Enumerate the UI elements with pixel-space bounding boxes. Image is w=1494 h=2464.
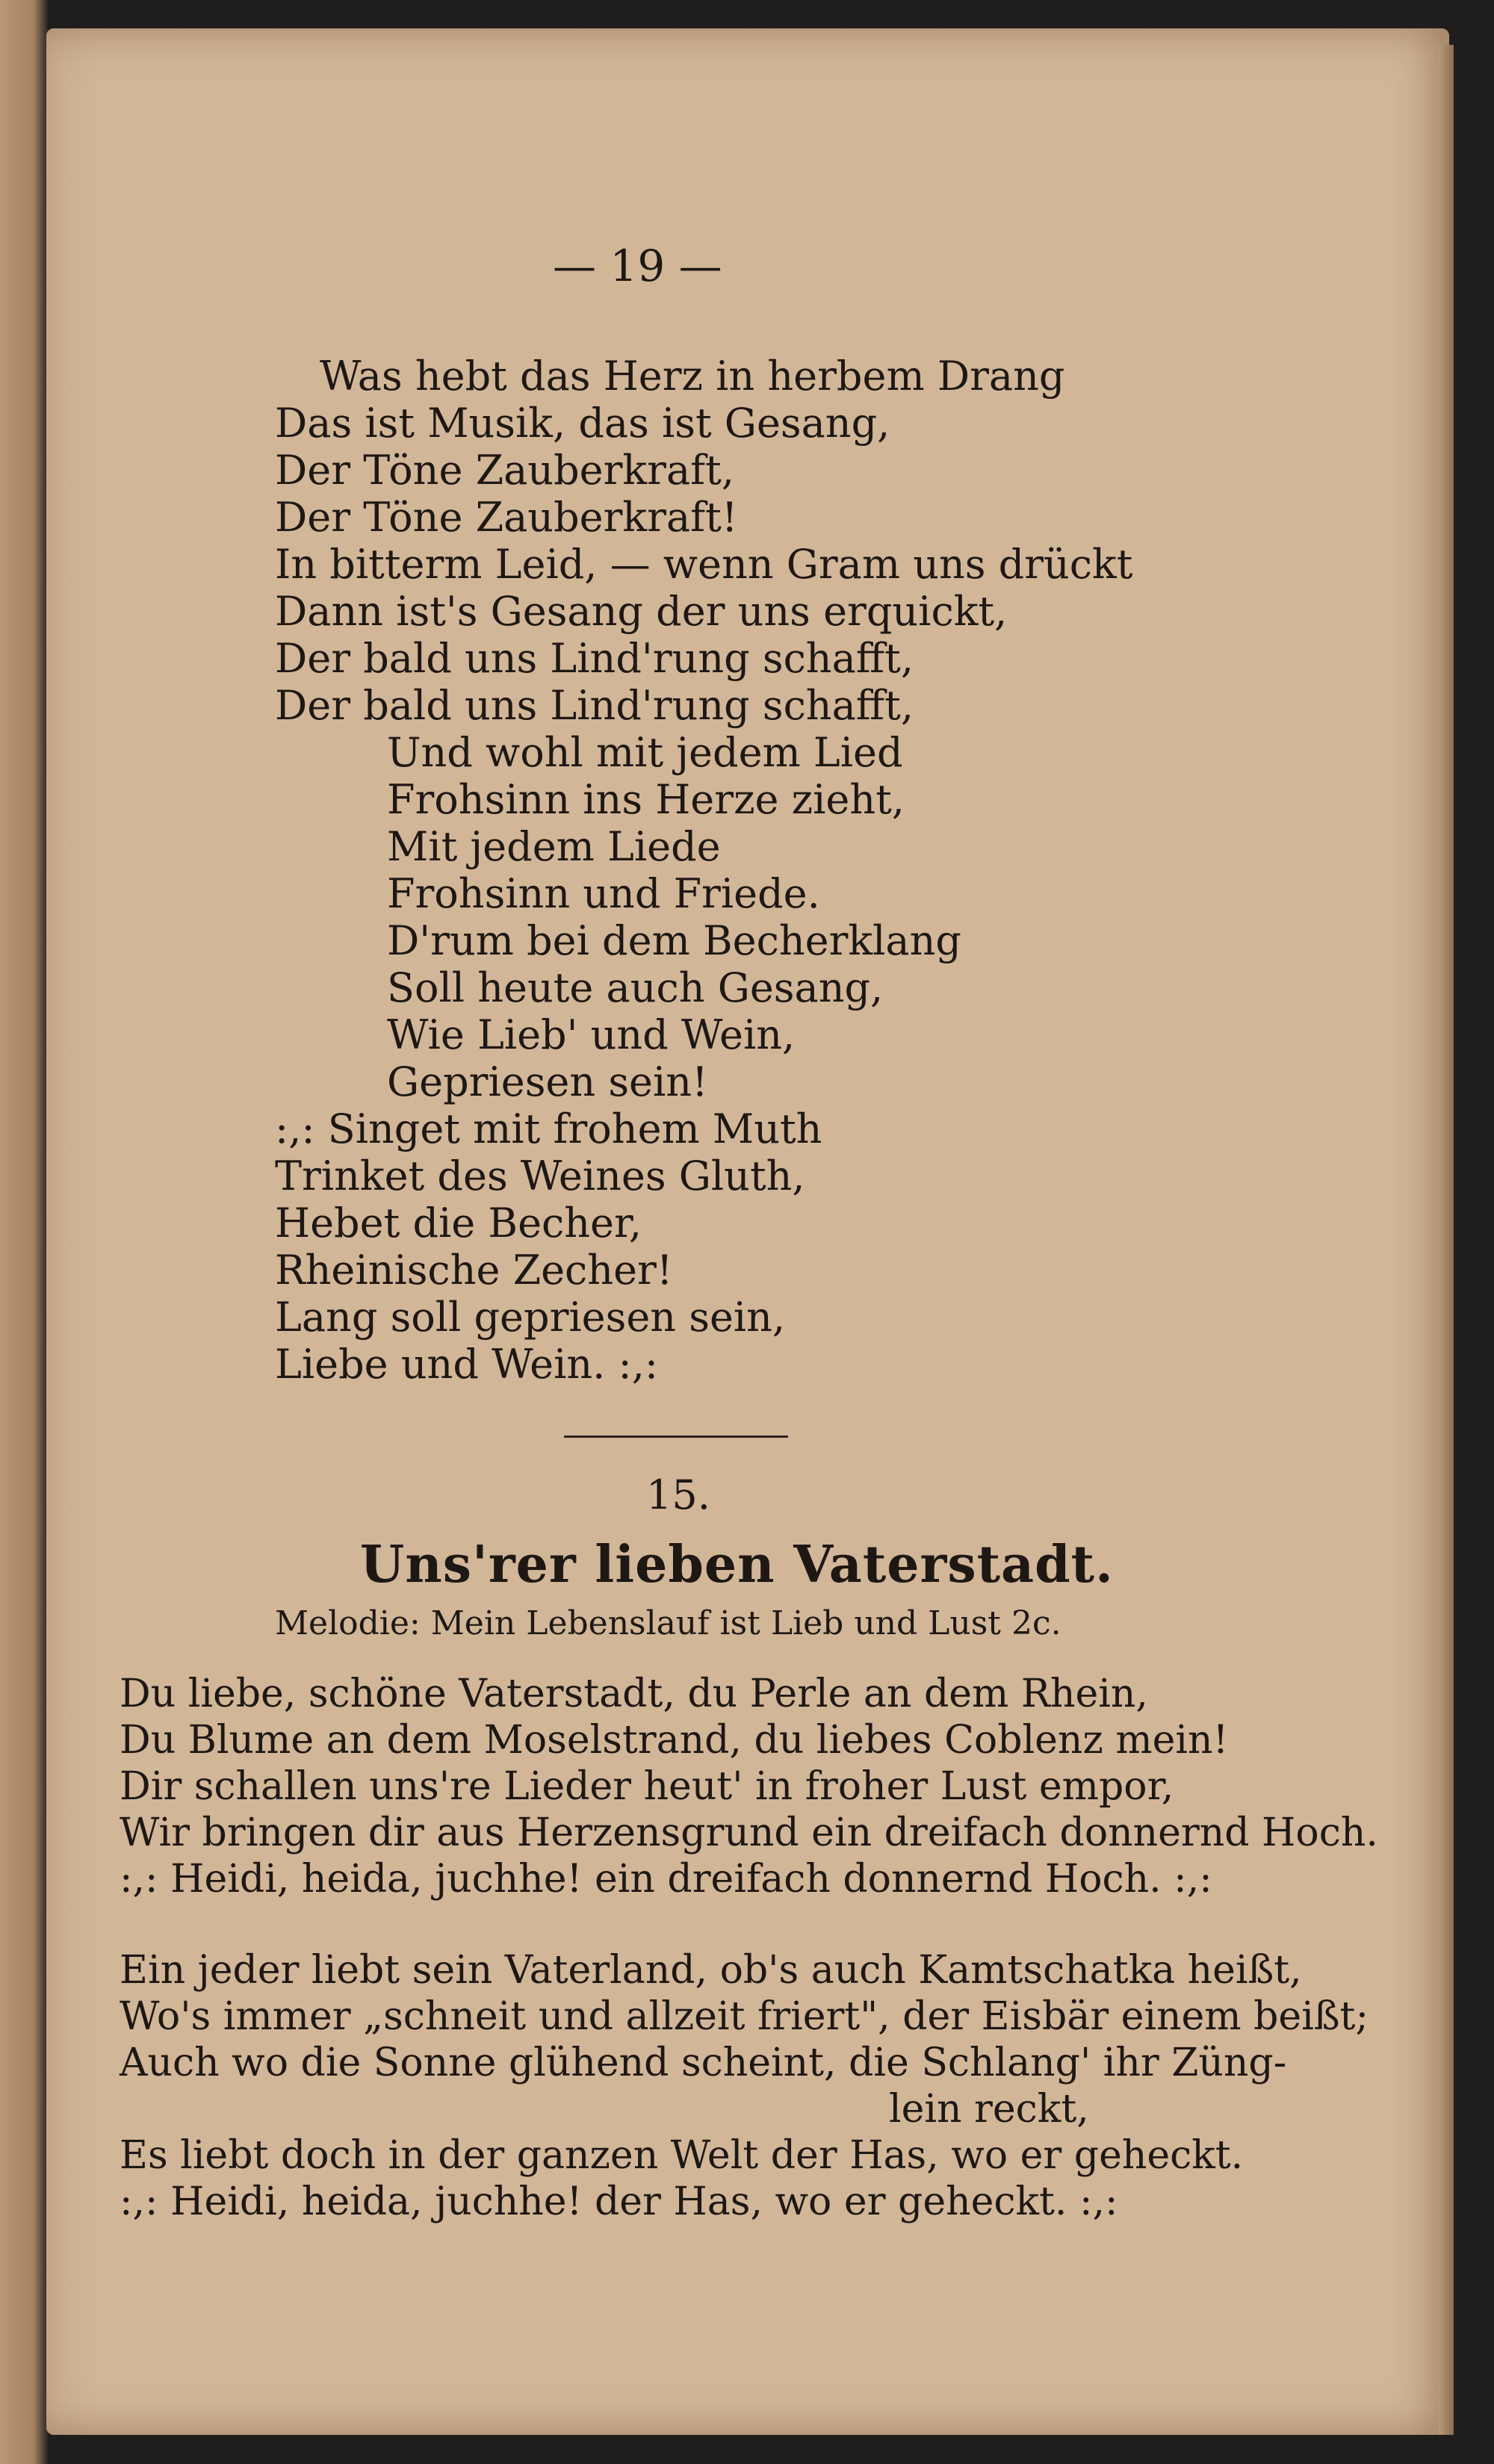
verse-line: Soll heute auch Gesang, [387,964,884,1011]
verse-line: Dann ist's Gesang der uns erquickt, [275,588,1008,635]
verse-line: Ein jeder liebt sein Vaterland, ob's auch Kamtschatka heißt, [120,1948,1302,1993]
verse-line: Frohsinn ins Herze zieht, [387,776,905,823]
verse-line: D'rum bei dem Becherklang [387,917,961,964]
verse-line: :,: Heidi, heida, juchhe! ein dreifach donnernd Hoch. :,: [120,1857,1212,1902]
verse-line: Rheinische Zecher! [275,1247,673,1294]
verse-line: Du liebe, schöne Vaterstadt, du Perle an dem Rhein, [120,1672,1148,1716]
song-number: 15. [646,1471,710,1518]
verse-line: Wir bringen dir aus Herzensgrund ein dreifach donnernd Hoch. [120,1810,1378,1855]
page-edge [1439,45,1454,2435]
verse-line: Hebet die Becher, [275,1200,642,1247]
verse-line: :,: Singet mit frohem Muth [275,1105,822,1152]
verse-line: lein reckt, [889,2087,1089,2132]
verse-line: Was hebt das Herz in herbem Drang [320,353,1065,400]
page-number: — 19 — [553,240,722,291]
verse-line: Und wohl mit jedem Lied [387,729,903,776]
verse-line: Frohsinn und Friede. [387,870,820,917]
verse-line: Auch wo die Sonne glühend scheint, die Schlang' ihr Züng- [120,2041,1287,2085]
verse-line: Mit jedem Liede [387,823,721,870]
verse-line: Lang soll gepriesen sein, [275,1294,786,1341]
verse-line: Das ist Musik, das ist Gesang, [275,400,890,447]
verse-line: Wie Lieb' und Wein, [387,1011,796,1058]
verse-line: Du Blume an dem Moselstrand, du liebes Coblenz mein! [120,1718,1229,1763]
verse-line: Der bald uns Lind'rung schafft, [275,682,914,729]
verse-line: Wo's immer „schneit und allzeit friert", der Eisbär einem beißt; [120,1994,1369,2039]
book-gutter [0,0,48,2464]
verse-line: Der Töne Zauberkraft, [275,447,734,494]
verse-line: In bitterm Leid, — wenn Gram uns drückt [275,541,1133,588]
verse-line: Trinket des Weines Gluth, [275,1152,805,1200]
verse-line: Der bald uns Lind'rung schafft, [275,635,914,682]
verse-line: Gepriesen sein! [387,1058,708,1105]
verse-line: Dir schallen uns're Lieder heut' in froher Lust empor, [120,1764,1174,1809]
verse-line: :,: Heidi, heida, juchhe! der Has, wo er geheckt. :,: [120,2179,1118,2224]
verse-line: Der Töne Zauberkraft! [275,494,738,541]
verse-line: Es liebt doch in der ganzen Welt der Has, wo er geheckt. [120,2133,1244,2178]
melody-note: Melodie: Mein Lebenslauf ist Lieb und Lust 2c. [275,1604,1061,1642]
song-title: Uns'rer lieben Vaterstadt. [360,1535,1114,1595]
verse-line: Liebe und Wein. :,: [275,1341,659,1388]
section-divider [564,1436,788,1438]
